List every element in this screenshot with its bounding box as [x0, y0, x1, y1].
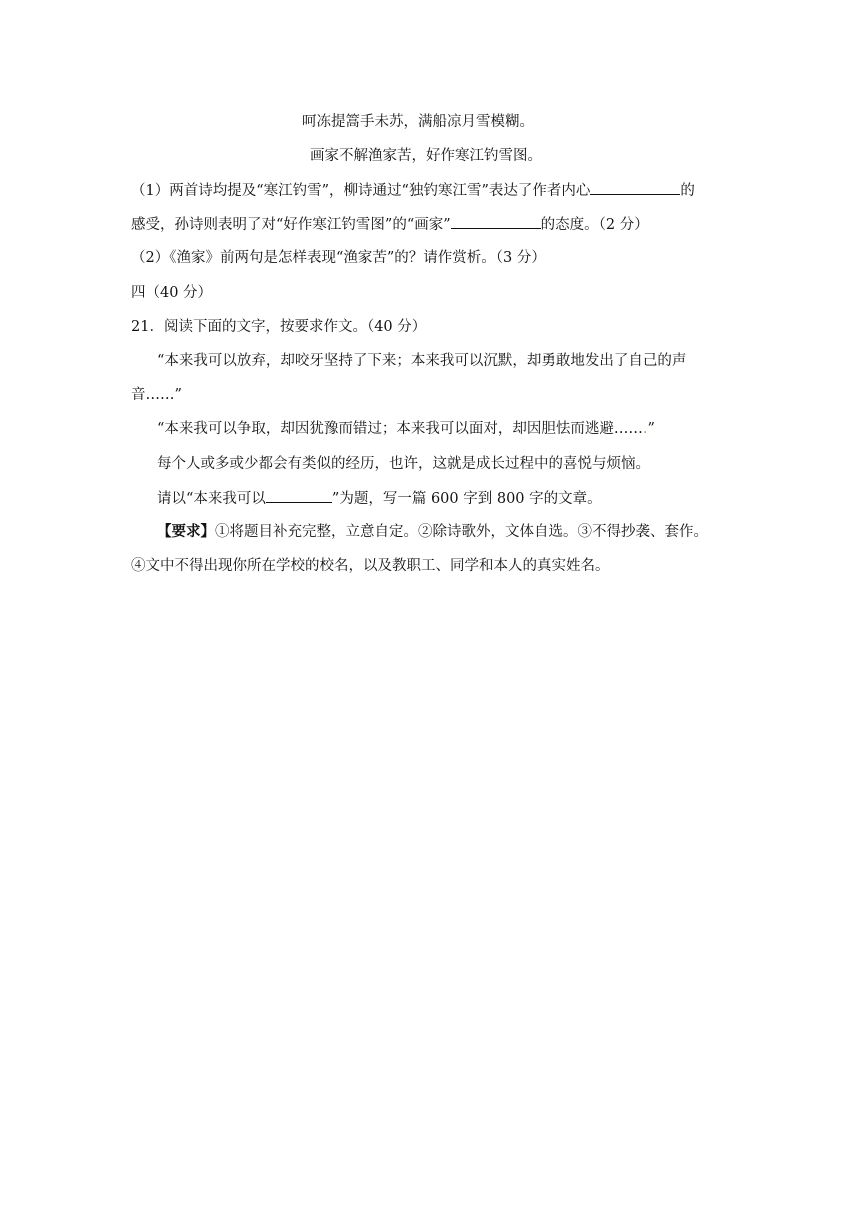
poem-line-2: 画家不解渔家苦，好作寒江钓雪图。 [310, 148, 542, 164]
paragraph-3: 每个人或多或少都会有类似的经历，也许，这就是成长过程中的喜悦与烦恼。 [157, 456, 650, 472]
question-21-title: 21．阅读下面的文字，按要求作文。（40 分） [131, 319, 427, 335]
requirements-line-2: ④文中不得出现你所在学校的校名，以及教职工、同学和本人的真实姓名。 [131, 558, 610, 574]
question-2: （2）《渔家》前两句是怎样表现“渔家苦”的？请作赏析。（3 分） [131, 250, 546, 266]
quote-paragraph-2: “本来我可以争取，却因犹豫而错过；本来我可以面对，却因胆怯而逃避…….” [157, 421, 655, 437]
poem-line-1: 呵冻提篙手未苏，满船凉月雪模糊。 [302, 114, 534, 130]
requirements-line-1: 【要求】①将题目补充完整，立意自定。②除诗歌外，文体自选。③不得抄袭、套作。 [157, 523, 708, 540]
quote-paragraph-1-cont: 音……” [131, 387, 182, 403]
question-1-line-2: 感受，孙诗则表明了对“好作寒江钓雪图”的“画家” 的态度。（2 分） [131, 214, 649, 235]
title-blank[interactable] [266, 488, 332, 503]
quote-paragraph-1: “本来我可以放弃，却咬牙坚持了下来；本来我可以沉默，却勇敢地发出了自己的声 [157, 353, 687, 369]
essay-prompt: 请以“本来我可以 ”为题，写一篇 600 字到 800 字的文章。 [157, 488, 602, 509]
question-1-line-1: （1）两首诗均提及“寒江钓雪”，柳诗通过“独钓寒江雪”表达了作者内心 的 [131, 180, 695, 201]
answer-blank[interactable] [590, 180, 680, 195]
section-heading: 四（40 分） [131, 285, 213, 301]
answer-blank[interactable] [451, 214, 541, 229]
